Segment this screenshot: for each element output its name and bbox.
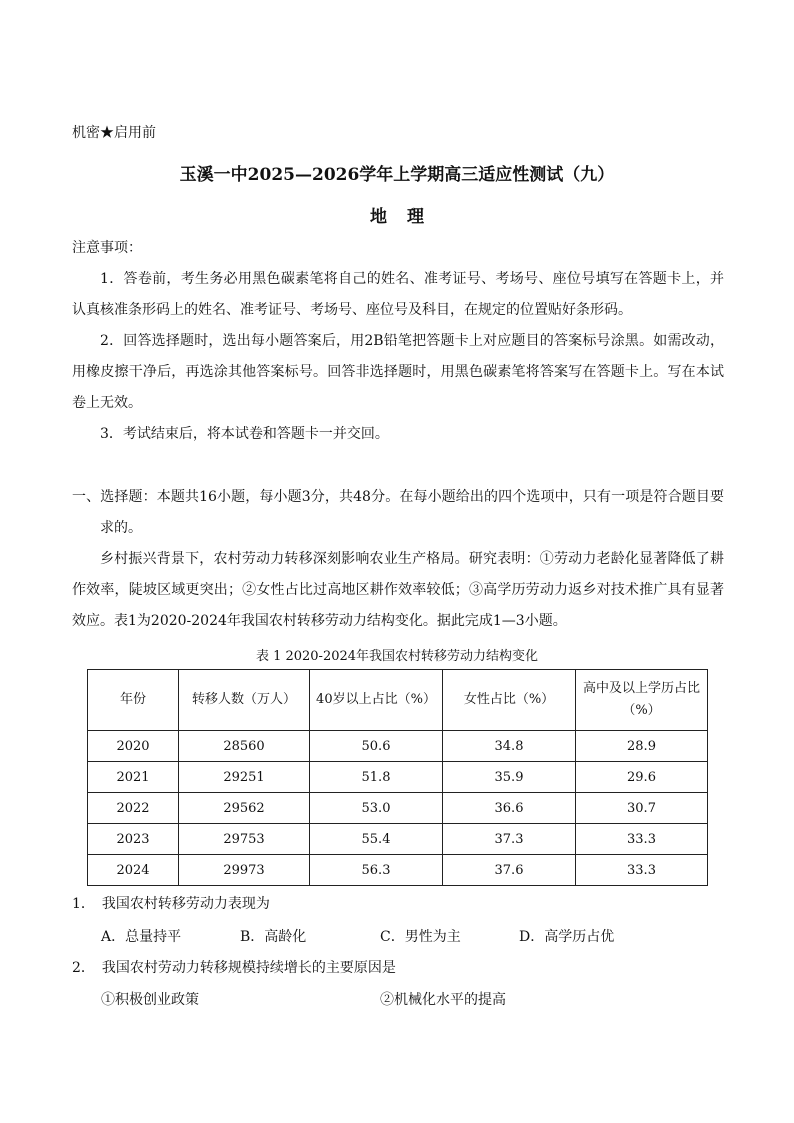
cell-female-ratio: 35.9 bbox=[443, 762, 576, 793]
table-row bbox=[88, 793, 708, 824]
cell-education-ratio: 29.6 bbox=[576, 762, 708, 793]
notice-item-3: 3．考试结束后，将本试卷和答题卡一并交回。 bbox=[100, 426, 389, 442]
cell-year: 2024 bbox=[88, 855, 179, 886]
question-1-option-d[interactable]: D．高学历占优 bbox=[519, 929, 615, 945]
cell-female-ratio: 37.3 bbox=[443, 824, 576, 855]
cell-transfer-count: 29973 bbox=[179, 855, 310, 886]
table-row bbox=[88, 855, 708, 886]
exam-title: 玉溪一中2025—2026学年上学期高三适应性测试（九） bbox=[179, 165, 615, 185]
cell-female-ratio: 36.6 bbox=[443, 793, 576, 824]
subject-title: 地理 bbox=[370, 207, 444, 227]
header-transfer-count: 转移人数（万人） bbox=[179, 670, 310, 731]
notice-heading: 注意事项： bbox=[72, 240, 142, 256]
cell-year: 2023 bbox=[88, 824, 179, 855]
cell-year: 2020 bbox=[88, 731, 179, 762]
header-year: 年份 bbox=[88, 670, 179, 731]
question-2-option-1[interactable]: ①积极创业政策 bbox=[101, 992, 199, 1008]
table-caption: 表 1 2020-2024年我国农村转移劳动力结构变化 bbox=[255, 649, 539, 664]
section-heading: 一、选择题：本题共16小题，每小题3分，共48分。在每小题给出的四个选项中，只有一项是符合题目要求的。 bbox=[72, 489, 724, 536]
cell-transfer-count: 29251 bbox=[179, 762, 310, 793]
table-row bbox=[88, 731, 708, 762]
question-material: 乡村振兴背景下，农村劳动力转移深刻影响农业生产格局。研究表明：①劳动力老龄化显著降低了耕作效率，陡坡区域更突出；②女性占比过高地区耕作效率较低；③高学历劳动力返乡对技术推广具有显著效应。表1为2020-2024年我国农村转移劳动力结构变化。据此完成1—3小题。 bbox=[72, 551, 724, 629]
question-2-option-2[interactable]: ②机械化水平的提高 bbox=[380, 992, 506, 1008]
notice-item-2: 2．回答选择题时，选出每小题答案后，用2B铅笔把答题卡上对应题目的答案标号涂黑。如需改动，用橡皮擦干净后，再选涂其他答案标号。回答非选择题时，用黑色碳素笔将答案写在答题卡上。写在本试卷上无效。 bbox=[72, 333, 724, 411]
notice-item-1: 1．答卷前，考生务必用黑色碳素笔将自己的姓名、准考证号、考场号、座位号填写在答题卡上，并认真核准条形码上的姓名、准考证号、考场号、座位号及科目，在规定的位置贴好条形码。 bbox=[72, 271, 724, 318]
cell-over40-ratio: 53.0 bbox=[310, 793, 443, 824]
question-1-stem: 1． 我国农村转移劳动力表现为 bbox=[72, 896, 270, 912]
cell-over40-ratio: 56.3 bbox=[310, 855, 443, 886]
cell-female-ratio: 34.8 bbox=[443, 731, 576, 762]
header-female-ratio: 女性占比（%） bbox=[443, 670, 576, 731]
cell-education-ratio: 33.3 bbox=[576, 824, 708, 855]
cell-education-ratio: 30.7 bbox=[576, 793, 708, 824]
header-education-ratio: 高中及以上学历占比（%） bbox=[576, 670, 708, 731]
cell-transfer-count: 29562 bbox=[179, 793, 310, 824]
cell-over40-ratio: 50.6 bbox=[310, 731, 443, 762]
table-row bbox=[88, 824, 708, 855]
question-2-stem: 2． 我国农村劳动力转移规模持续增长的主要原因是 bbox=[72, 960, 396, 976]
cell-education-ratio: 33.3 bbox=[576, 855, 708, 886]
cell-transfer-count: 29753 bbox=[179, 824, 310, 855]
question-1-option-c[interactable]: C．男性为主 bbox=[380, 929, 461, 945]
cell-education-ratio: 28.9 bbox=[576, 731, 708, 762]
table-row bbox=[88, 762, 708, 793]
question-1-option-a[interactable]: A．总量持平 bbox=[101, 929, 182, 945]
question-1-option-b[interactable]: B．高龄化 bbox=[240, 929, 307, 945]
cell-year: 2022 bbox=[88, 793, 179, 824]
confidential-mark: 机密★启用前 bbox=[72, 125, 156, 141]
header-over40-ratio: 40岁以上占比（%） bbox=[310, 670, 443, 731]
labor-structure-table bbox=[87, 669, 708, 886]
cell-transfer-count: 28560 bbox=[179, 731, 310, 762]
cell-over40-ratio: 55.4 bbox=[310, 824, 443, 855]
table-header-row bbox=[88, 670, 708, 731]
cell-female-ratio: 37.6 bbox=[443, 855, 576, 886]
cell-year: 2021 bbox=[88, 762, 179, 793]
cell-over40-ratio: 51.8 bbox=[310, 762, 443, 793]
